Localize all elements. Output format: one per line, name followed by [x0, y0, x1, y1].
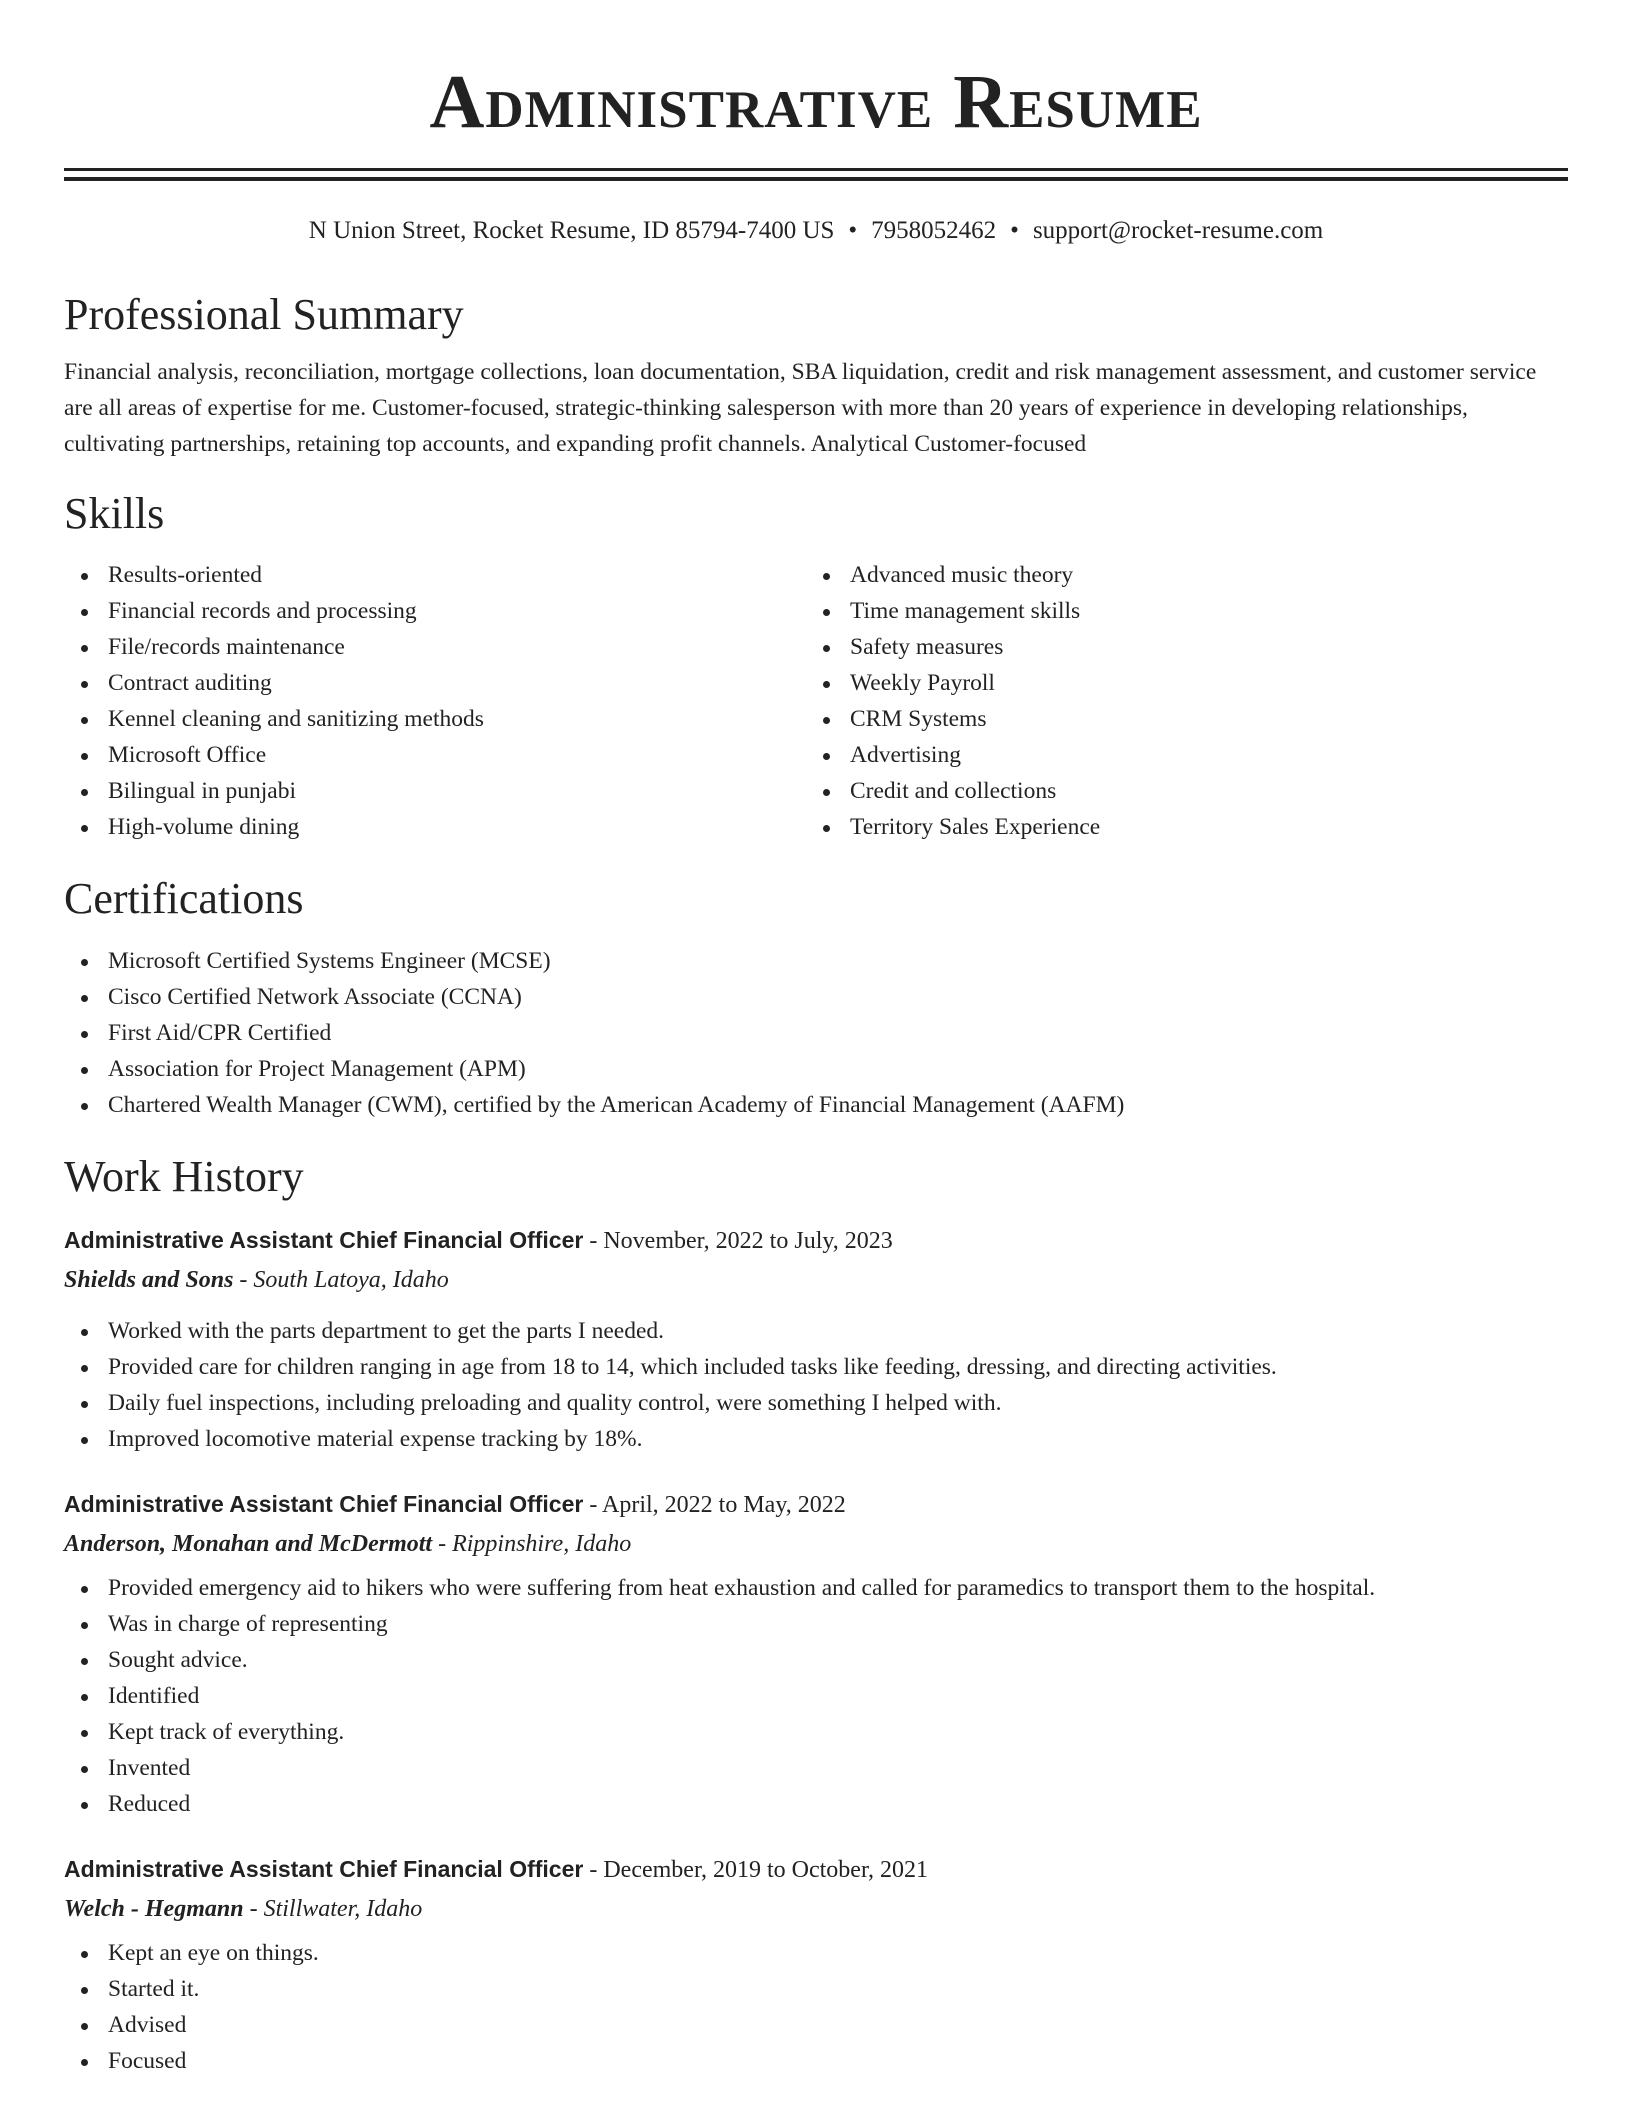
certification-item: Microsoft Certified Systems Engineer (MCSE) [64, 943, 1568, 979]
job-bullet-list [64, 1570, 1568, 1822]
skill-item: Advanced music theory [806, 557, 1548, 593]
job-bullet: Improved locomotive material expense tracking by 18%. [64, 1421, 1568, 1457]
skill-item: Time management skills [806, 593, 1548, 629]
job-title-line: Administrative Assistant Chief Financial Officer - December, 2019 to October, 2021 [64, 1856, 928, 1883]
job-bullet: Advised [64, 2007, 1568, 2043]
skills-columns [64, 557, 1568, 845]
skill-item: CRM Systems [806, 701, 1548, 737]
certifications-list [64, 943, 1568, 1123]
skill-item: Advertising [806, 737, 1548, 773]
work-history-section [64, 1151, 1568, 2079]
job-bullet: Sought advice. [64, 1642, 1568, 1678]
job-title: Administrative Assistant Chief Financial Officer [64, 1227, 584, 1253]
skills-list-right [806, 557, 1548, 845]
job-bullet: Identified [64, 1678, 1568, 1714]
title-divider-top [64, 168, 1568, 171]
contact-address: N Union Street, Rocket Resume, ID 85794-7400 US [308, 217, 835, 244]
job-entry [64, 1850, 1568, 2079]
job-company: Welch - Hegmann [64, 1896, 244, 1922]
summary-section [64, 289, 1568, 462]
contact-phone: 7958052462 [871, 217, 997, 244]
job-bullet: Invented [64, 1750, 1568, 1786]
title-divider-bottom [64, 177, 1568, 181]
certification-item: Association for Project Management (APM) [64, 1051, 1568, 1087]
certification-item: First Aid/CPR Certified [64, 1015, 1568, 1051]
job-dates: April, 2022 to May, 2022 [602, 1492, 846, 1518]
skills-heading: Skills [64, 489, 165, 538]
job-bullet: Provided care for children ranging in age from 18 to 14, which included tasks like feeding, dressing, and directing activities. [64, 1349, 1568, 1385]
job-entry [64, 1485, 1568, 1822]
job-bullet: Daily fuel inspections, including preloading and quality control, were something I helped with. [64, 1385, 1568, 1421]
job-dates: December, 2019 to October, 2021 [603, 1857, 928, 1883]
job-company-line: Shields and Sons - South Latoya, Idaho [64, 1267, 449, 1293]
job-bullet: Started it. [64, 1971, 1568, 2007]
certifications-heading: Certifications [64, 874, 304, 923]
skill-item: Contract auditing [64, 665, 806, 701]
certification-item: Cisco Certified Network Associate (CCNA) [64, 979, 1568, 1015]
job-location: Rippinshire, Idaho [452, 1531, 632, 1557]
job-location: Stillwater, Idaho [263, 1896, 423, 1922]
job-bullet: Reduced [64, 1786, 1568, 1822]
job-company-line: Anderson, Monahan and McDermott - Rippinshire, Idaho [64, 1531, 632, 1557]
skill-item: Weekly Payroll [806, 665, 1548, 701]
skill-item: Credit and collections [806, 773, 1548, 809]
job-bullet: Kept track of everything. [64, 1714, 1568, 1750]
job-bullet: Provided emergency aid to hikers who were suffering from heat exhaustion and called for paramedics to transport them to the hospital. [64, 1570, 1568, 1606]
job-dates: November, 2022 to July, 2023 [603, 1228, 893, 1254]
skill-item: High-volume dining [64, 809, 806, 845]
contact-email: support@rocket-resume.com [1032, 217, 1324, 244]
job-title: Administrative Assistant Chief Financial Officer [64, 1856, 584, 1882]
job-bullet-list [64, 1313, 1568, 1457]
job-location: South Latoya, Idaho [253, 1267, 449, 1293]
job-title: Administrative Assistant Chief Financial Officer [64, 1491, 584, 1517]
job-company-line: Welch - Hegmann - Stillwater, Idaho [64, 1896, 423, 1922]
resume-page [64, 0, 1568, 2079]
certification-item: Chartered Wealth Manager (CWM), certified by the American Academy of Financial Management (AAFM) [64, 1087, 1568, 1123]
skill-item: Kennel cleaning and sanitizing methods [64, 701, 806, 737]
skill-item: Financial records and processing [64, 593, 806, 629]
summary-text: Financial analysis, reconciliation, mortgage collections, loan documentation, SBA liquidation, credit and risk management assessment, and customer service are all areas of expertise for me. Customer-focused, strategic-thinking salesperson with more than 20 years of experience in developing relationships, cultivating partnerships, retaining top accounts, and expanding profit channels. Analytical Customer-focused [64, 359, 1537, 457]
job-title-line: Administrative Assistant Chief Financial Officer - April, 2022 to May, 2022 [64, 1491, 846, 1518]
job-bullet: Focused [64, 2043, 1568, 2079]
skill-item: Bilingual in punjabi [64, 773, 806, 809]
skill-item: Microsoft Office [64, 737, 806, 773]
document-title: Administrative Resume [429, 60, 1203, 144]
job-bullet-list [64, 1935, 1568, 2079]
skill-item: Territory Sales Experience [806, 809, 1548, 845]
contact-line [64, 215, 1568, 247]
job-company: Anderson, Monahan and McDermott [64, 1531, 433, 1557]
skills-section [64, 488, 1568, 845]
skill-item: Results-oriented [64, 557, 806, 593]
summary-heading: Professional Summary [64, 290, 464, 339]
job-bullet: Worked with the parts department to get the parts I needed. [64, 1313, 1568, 1349]
job-bullet: Was in charge of representing [64, 1606, 1568, 1642]
contact-separator: • [848, 217, 858, 244]
job-bullet: Kept an eye on things. [64, 1935, 1568, 1971]
job-company: Shields and Sons [64, 1267, 234, 1293]
skills-list-left [64, 557, 806, 845]
job-entry [64, 1221, 1568, 1457]
skill-item: File/records maintenance [64, 629, 806, 665]
job-title-line: Administrative Assistant Chief Financial Officer - November, 2022 to July, 2023 [64, 1227, 893, 1254]
contact-separator: • [1010, 217, 1019, 244]
work-history-heading: Work History [64, 1152, 304, 1201]
skill-item: Safety measures [806, 629, 1548, 665]
certifications-section [64, 873, 1568, 1123]
